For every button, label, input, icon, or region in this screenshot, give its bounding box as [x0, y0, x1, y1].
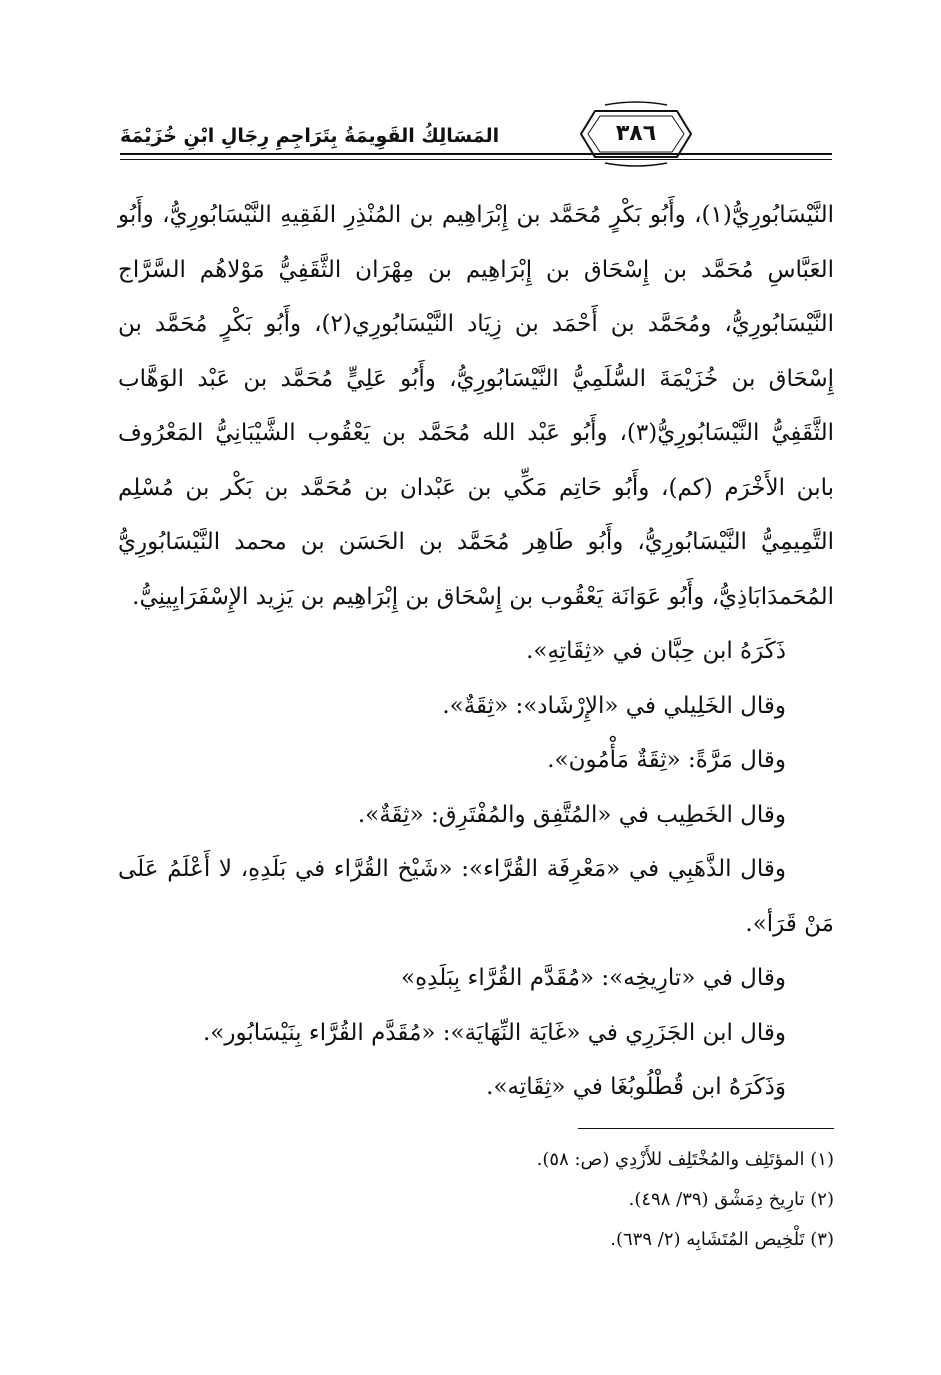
main-text [118, 188, 834, 1115]
page-number-badge [575, 101, 697, 167]
running-title: المَسَالِكُ القَوِيمَةُ بِتَرَاجِمِ رِجَالِ ابْنِ خُزَيْمَةَ [120, 125, 500, 147]
narrators-paragraph: النَّيْسَابُورِيُّ(١)، وأَبُو بَكْرٍ مُحَمَّد بن إِبْرَاهِيم بن المُنْذِرِ الفَقِيهِ النَّيْسَابُورِيُّ، وأَبُو العَبَّاسِ مُحَمَّد بن إِسْحَاق بن إِبْرَاهِيم بن مِهْرَان الثَّقَفِيُّ مَوْلاهُم السَّرَّاج النَّيْسَابُورِيُّ، ومُحَمَّد بن أَحْمَد بن زِيَاد النَّيْسَابُورِي(٢)، وأَبُو بَكْرٍ مُحَمَّد بن إِسْحَاق بن خُزَيْمَةَ السُّلَمِيُّ النَّيْسَابُورِيُّ، وأَبُو عَلِيٍّ مُحَمَّد بن عَبْد الوَهَّاب الثَّقَفِيُّ النَّيْسَابُورِيُّ(٣)، وأَبُو عَبْد الله مُحَمَّد بن يَعْقُوب الشَّيْبَانِيُّ المَعْرُوف بابن الأَخْرَم (كم)، وأَبُو حَاتِم مَكِّي بن عَبْدان بن مُحَمَّد بن بَكْر بن مُسْلِم التَّمِيمِيُّ النَّيْسَابُورِيُّ، وأَبُو طَاهِر مُحَمَّد بن الحَسَن بن محمد النَّيْسَابُورِيُّ المُحَمدَابَاذِيُّ، وأَبُو عَوَانَة يَعْقُوب بن إِسْحَاق بن إِبْرَاهِيم بن يَزِيد الإِسْفَرَايِينِيُّ. [118, 202, 835, 610]
footnote-separator [578, 1128, 834, 1129]
statement-paragraph: وقال الذَّهَبِي في «مَعْرِفَة القُرَّاء»: «شَيْخ القُرَّاء في بَلَدِهِ، لا أَعْلَمُ عَلَى مَنْ قَرَأ». [118, 856, 834, 937]
page-number: ٣٨٦ [615, 121, 657, 146]
statement-paragraph: وقال ابن الجَزَرِي في «غَايَة النِّهَايَة»: «مُقَدَّم القُرَّاء بِنَيْسَابُور». [202, 1019, 786, 1046]
header-rule-thin [120, 159, 832, 160]
footnotes [400, 1140, 834, 1260]
statement-paragraph: وقال مَرَّةً: «ثِقَةٌ مَأْمُون». [547, 747, 786, 773]
statement-paragraph: وقال الخَلِيلي في «الإِرْشَاد»: «ثِقَةٌ». [442, 692, 786, 719]
statement-paragraph: ذَكَرَهُ ابن حِبَّان في «ثِقَاتِهِ». [526, 638, 786, 664]
footnote: (١) المؤتَلِف والمُخْتَلِف للأَزْدِي (ص: ٥٨). [536, 1149, 834, 1170]
header-rule [120, 153, 832, 155]
statement-paragraph: وقال في «تارِيخِه»: «مُقَدَّم القُرَّاء بِبَلَدِهِ» [401, 965, 786, 991]
statement-paragraph: وقال الخَطِيب في «المُتَّفِق والمُفْتَرِق: «ثِقَةٌ». [357, 801, 786, 828]
footnote: (٣) تَلْخِيص المُتَشَابِه (٢/ ٦٣٩). [610, 1229, 834, 1250]
statement-paragraph: وَذَكَرَهُ ابن قُطْلُوبُغَا في «ثِقَاتِه». [486, 1074, 786, 1100]
page-header [120, 95, 832, 175]
footnote: (٢) تارِيخ دِمَشْق (٣٩/ ٤٩٨). [628, 1189, 834, 1210]
